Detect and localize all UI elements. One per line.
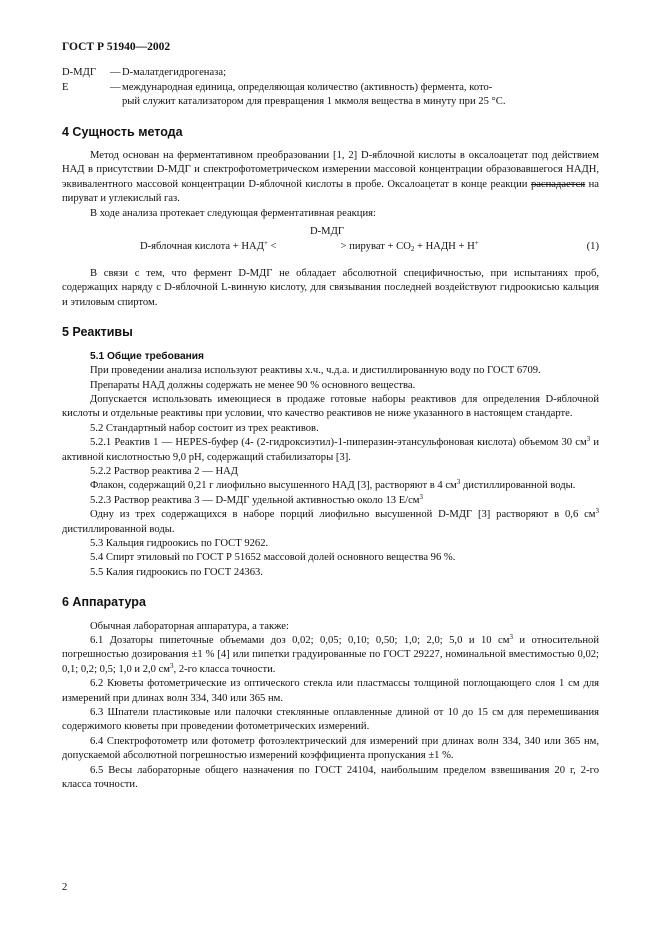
superscript: 3 <box>586 435 591 444</box>
superscript: 3 <box>419 492 424 501</box>
definition-term: Е <box>62 81 69 93</box>
struck-text: распадается <box>530 178 586 190</box>
definition-dash: — <box>110 67 121 79</box>
paragraph: 6.5 Весы лабораторные общего назначения по ГОСТ 24104, наибольшим пределом взвешивания 20 г, 2-го класса точности. <box>62 764 599 791</box>
section-4-title: 4 Сущность метода <box>62 124 183 139</box>
text: , 2-го класса точности. <box>173 663 276 675</box>
definition-desc <box>122 81 599 110</box>
section-4-paragraph-3: В связи с тем, что фермент D-МДГ не обладает абсолютной специфичностью, при испытаниях проб, содержащих наряду с D-яблочной L-винную кислоту, для связывания последней воздействуют гидроокисью кальция и этиловым спиртом. <box>62 268 599 308</box>
text: и относительной погрешностью дозирования ±1 % [4] или пипетки градуированные по ГОСТ 29227, номинальной вместимостью 0,02; 0,1; 0,2; 0,5; 1,0 и 2,0 см <box>62 635 600 675</box>
text: дистиллированной воды. <box>462 480 576 492</box>
paragraph: При проведении анализа используют реактивы х.ч., ч.д.а. и дистиллированную воду по ГОСТ 6709. <box>90 365 541 377</box>
paragraph: 6.4 Спектрофотометр или фотометр фотоэлектрический для измерений при длинах волн 334, 340 или 365 нм, допускаемой абсолютной погрешностью измерений коэффициента пропускания ±1 %. <box>62 735 599 762</box>
eq-right-2: + НАДН + Н <box>417 241 475 253</box>
eq-sup: + <box>474 239 479 248</box>
text: на пируват и углекислый газ. <box>62 178 600 205</box>
paragraph <box>62 508 599 537</box>
section-5-title: 5 Реактивы <box>62 325 133 340</box>
eq-sup: + <box>263 239 268 248</box>
definition-item <box>62 66 599 80</box>
definition-desc: D-малатдегидрогеназа; <box>122 67 227 79</box>
section-4-paragraph-2: В ходе анализа протекает следующая ферментативная реакция: <box>90 207 376 219</box>
equation-line <box>140 240 479 254</box>
text: 5.2.1 Реактив 1 — HEPES-буфер (4- (2-гидроксиэтил)-1-пиперазин-этансульфоновая кислота) объемом 30 см <box>90 437 587 449</box>
reaction-equation <box>62 225 599 259</box>
section-6-title: 6 Аппаратура <box>62 595 146 610</box>
text: 6.1 Дозаторы пипеточные объемами доз 0,02; 0,05; 0,10; 0,50; 1,0; 2,0; 5,0 и 10 см <box>90 635 510 646</box>
paragraph: 5.2 Стандартный набор состоит из трех реактивов. <box>90 422 319 434</box>
paragraph <box>62 494 599 508</box>
text: 5.2.3 Раствор реактива 3 — D-МДГ удельной активностью около 13 Е/см <box>90 494 420 506</box>
section-5-1-title: 5.1 Общие требования <box>90 350 204 362</box>
paragraph: Допускается использовать имеющиеся в продаже готовые наборы реактивов для определения D-яблочной кислоты и отдельные реактивы при условии, что качество реактивов не ниже указанного в настоящем стандарте. <box>62 393 599 420</box>
eq-sub: 2 <box>410 245 415 254</box>
text: Метод основан на ферментативном преобразовании [1, 2] D-яблочной кислоты в оксалоацетат под действием НАД в присутствии D-МДГ и спектрофотометрическом измерении массовой концентрации образовавшегося НАДН, эквивалентного массовой концентрации D-яблочной кислоты в пробе. Оксалоацетат в конце реакции <box>62 150 599 190</box>
paragraph: Препараты НАД должны содержать не менее 90 % основного вещества. <box>90 379 416 391</box>
document-page <box>62 40 599 792</box>
eq-right-1: пируват + СО <box>349 241 411 253</box>
superscript: 3 <box>170 661 174 670</box>
text: и активной кислотностью 9,0 рН, содержащий стабилизаторы [3]. <box>62 437 599 463</box>
equation-number: (1) <box>586 241 599 253</box>
page-number: 2 <box>62 882 68 893</box>
definition-dash: — <box>110 81 121 93</box>
paragraph: 5.4 Спирт этиловый по ГОСТ Р 51652 массовой долей основного вещества 96 %. <box>90 552 456 564</box>
text: дистиллированной воды. <box>62 523 175 535</box>
paragraph: Обычная лабораторная аппаратура, а также: <box>90 620 289 632</box>
equation-enzyme: D-МДГ <box>310 226 344 238</box>
text: Флакон, содержащий 0,21 г лиофильно высушенного НАД [3], растворяют в 4 см <box>90 480 457 492</box>
superscript: 3 <box>456 478 461 487</box>
section-4-paragraph-1 <box>62 149 599 207</box>
definition-desc-line1: международная единица, определяющая количество (активность) фермента, кото- <box>122 81 493 93</box>
superscript: 3 <box>509 633 513 641</box>
superscript: 3 <box>595 507 599 516</box>
eq-left: D-яблочная кислота + НАД <box>140 241 264 253</box>
paragraph <box>62 479 599 493</box>
definition-desc-line2: рый служит катализатором для превращения 1 мкмоля вещества в минуту при 25 °С. <box>122 96 506 108</box>
paragraph <box>62 436 599 465</box>
paragraph: 6.2 Кюветы фотометрические из оптического стекла или пластмассы толщиной поглощающего слоя 1 см для измерений при длинах волн 334, 340 или 365 нм. <box>62 678 599 704</box>
eq-arrow-gt: > <box>340 241 347 253</box>
definition-term: D-МДГ <box>62 67 96 79</box>
paragraph <box>62 634 599 677</box>
paragraph: 5.5 Калия гидроокись по ГОСТ 24363. <box>90 566 263 578</box>
paragraph: 5.3 Кальция гидроокись по ГОСТ 9262. <box>90 537 269 549</box>
paragraph: 5.2.2 Раствор реактива 2 — НАД <box>90 465 238 477</box>
definition-item <box>62 81 599 110</box>
text: Одну из трех содержащихся в наборе порций лиофильно высушенной D-МДГ [3] растворяют в 0,6 см <box>90 509 596 521</box>
document-header: ГОСТ Р 51940—2002 <box>62 41 171 53</box>
eq-lt: < <box>270 241 277 253</box>
paragraph: 6.3 Шпатели пластиковые или палочки стеклянные оплавленные длиной от 10 до 15 см для перемешивания содержимого кюветы при проведении фотометрических измерений. <box>62 707 599 733</box>
